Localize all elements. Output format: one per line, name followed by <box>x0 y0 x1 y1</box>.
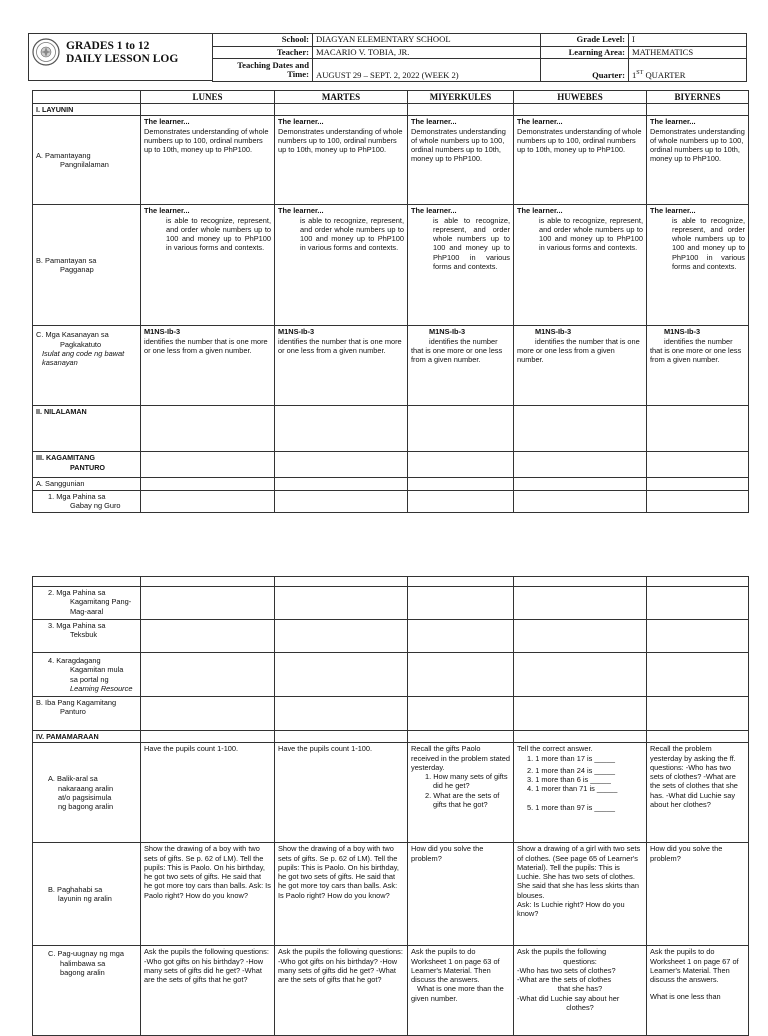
learner-heading: The learner... <box>411 206 457 216</box>
cell-balik-martes: Have the pupils count 1-100. <box>275 743 408 843</box>
row-label-paghahabi <box>33 843 141 946</box>
competency-code: M1NS-Ib-3 <box>429 327 466 337</box>
drill-item-1: 1. 1 more than 17 is _____ <box>527 753 615 763</box>
competency-code: M1NS-Ib-3 <box>664 327 701 337</box>
cell-c-biyernes <box>647 326 749 406</box>
cell-c-huwebes <box>514 326 647 406</box>
day-header-miyerkules: MIYERKULES <box>408 91 514 104</box>
row-label-mga-kasanayan <box>33 326 141 406</box>
row-label-pamantayang-pangnilalaman <box>33 116 141 205</box>
row-label-a-line1: A. Pamantayang <box>36 151 91 160</box>
ask-questions-label: questions: <box>563 956 597 966</box>
performance-standard-text: is able to recognize, represent, and order whole numbers up to 100 and money up to PhP100 in various forms and contexts. <box>672 215 745 272</box>
lesson-log-table-page1 <box>32 90 749 513</box>
quarter-number: 1 <box>632 69 637 80</box>
cell-a-martes <box>275 116 408 205</box>
cell-balik-miyerkules <box>408 743 514 843</box>
competency-text: identifies the number that is one more or one less from a given number. <box>517 336 640 365</box>
cell-c-lunes <box>141 326 275 406</box>
row-label-gabay-ng-guro <box>33 490 141 512</box>
section-layunin: I. LAYUNIN <box>33 104 141 116</box>
worksheet-instruction: Ask the pupils to do Worksheet 1 on page 63 of Learner's Material. Then discuss the answers. <box>411 947 500 985</box>
row-label-kagamitang-pang-mag-aaral <box>33 587 141 620</box>
cell-a-huwebes <box>514 116 647 205</box>
learner-heading: The learner... <box>650 206 696 216</box>
worksheet-question: What is one more than the given number. <box>411 984 504 1003</box>
balik-line1: A. Balik-aral sa <box>48 774 98 784</box>
row-label-pamantayan-sa-pagganap <box>33 205 141 326</box>
competency-code: M1NS-Ib-3 <box>278 327 315 337</box>
cell-balik-biyernes: Recall the problem yesterday by asking the ff. questions: -Who has two sets of clothes? -What are the sets of clothes that she has. -What did Luchie say about her clothes? <box>647 743 749 843</box>
cell-balik-huwebes <box>514 743 647 843</box>
section-pamamaraan: IV. PAMAMARAAN <box>33 731 141 743</box>
teaching-dates-value: AUGUST 29 – SEPT. 2, 2022 (WEEK 2) <box>313 59 541 82</box>
cell-b-lunes <box>141 205 275 326</box>
row-label-pag-uugnay <box>33 946 141 1036</box>
balik-line4: ng bagong aralin <box>58 802 114 812</box>
section-kagamitang-panturo <box>33 452 141 478</box>
cell-paghahabi-biyernes: How did you solve the problem? <box>647 843 749 946</box>
day-header-huwebes: HUWEBES <box>514 91 647 104</box>
pangmag-line3: Mag-aaral <box>70 606 104 616</box>
row-label-teksbuk <box>33 620 141 653</box>
row-label-balik-aral <box>33 743 141 843</box>
teaching-dates-label-line2: Time: <box>287 69 309 79</box>
school-value: DIAGYAN ELEMENTARY SCHOOL <box>313 34 541 47</box>
competency-text: identifies the number that is one more or one less from a given number. <box>278 336 402 355</box>
learner-heading: The learner... <box>650 117 696 127</box>
kagamitan-line1: III. KAGAMITANG <box>36 453 95 463</box>
girl-story: Show a drawing of a girl with two sets of clothes. (See page 65 of Learner's Material). Tell the pupils: This is Luchie. She has two sets of clothes. She said that she has less skirts than blouses. <box>517 844 641 900</box>
cell-paghahabi-martes: Show the drawing of a boy with two sets of gifts. Se p. 62 of LM). Tell the pupils: This is Paolo. On his birthday, he got two sets of gifts. He said that he got more toy cars than balls. Ask: Is Paolo right? How do you know? <box>275 843 408 946</box>
grade-level-value: I <box>629 34 747 47</box>
drill-item-5: 5. 1 more than 97 is _____ <box>527 802 615 812</box>
teksbuk-line2: Teksbuk <box>70 630 98 640</box>
balik-line3: at/o pagsisimula <box>58 792 112 802</box>
teacher-label: Teacher: <box>213 46 313 59</box>
learner-heading: The learner... <box>278 117 324 127</box>
header-info-table <box>212 33 747 82</box>
drill-intro: Tell the correct answer. <box>517 744 593 754</box>
day-header-biyernes: BIYERNES <box>647 91 749 104</box>
performance-standard-text: is able to recognize, represent, and order whole numbers up to 100 and money up to PhP100 in various forms and contexts. <box>166 215 271 253</box>
kagamitan-line2: PANTURO <box>70 462 106 472</box>
performance-standard-text: is able to recognize, represent, and order whole numbers up to 100 and money up to PhP100 in various forms and contexts. <box>433 215 510 272</box>
gabay-line2: Gabay ng Guro <box>70 500 121 510</box>
pangmag-line1: 2. Mga Pahina sa <box>48 588 106 597</box>
recall-intro: Recall the gifts Paolo received in the problem stated yesterday. <box>411 744 511 772</box>
learner-heading: The learner... <box>144 206 190 216</box>
gabay-line1: 1. Mga Pahina sa <box>48 491 106 501</box>
worksheet-question: What is one less than <box>650 992 721 1002</box>
row-label-a-line2: Pangnilalaman <box>60 160 109 170</box>
title-line-1: GRADES 1 to 12 <box>66 40 150 52</box>
competency-text: identifies the number that is one more or one less from a given number. <box>411 336 503 365</box>
row-label-karagdagang-kagamitan <box>33 653 141 697</box>
karag-line1: 4. Karagdagang <box>48 655 101 665</box>
karag-line3: sa portal ng <box>70 674 109 684</box>
competency-text: identifies the number that is one more or one less from a given number. <box>144 336 268 355</box>
row-label-c-line2: Pagkakatuto <box>60 339 102 349</box>
cell-a-miyerkules <box>408 116 514 205</box>
corner-cell <box>33 91 141 104</box>
teacher-value: MACARIO V. TOBIA, JR. <box>313 46 541 59</box>
row-label-sanggunian: A. Sanggunian <box>33 478 141 490</box>
learner-heading: The learner... <box>411 117 457 127</box>
ask-intro: Ask the pupils the following <box>517 947 607 957</box>
standard-text: Demonstrates understanding of whole numbers up to 100, ordinal numbers up to 10th, money up to PhP100. <box>411 126 506 164</box>
cell-paghahabi-lunes: Show the drawing of a boy with two sets of gifts. Se p. 62 of LM). Tell the pupils: This is Paolo. On his birthday, he got two sets of gifts. He said that he got more toy cars than balls. Ask: Is Paolo right? How do you know? <box>141 843 275 946</box>
drill-item-3: 3. 1 more than 6 is _____ <box>527 775 611 785</box>
iba-line1: B. Iba Pang Kagamitang <box>36 698 117 707</box>
recall-question-2: 2. What are the sets of gifts that he got? <box>425 790 500 810</box>
cell-pagugnay-biyernes <box>647 946 749 1036</box>
drill-item-4: 4. 1 morer than 71 is _____ <box>527 784 618 794</box>
paghahabi-line2: layunin ng aralin <box>58 894 112 904</box>
school-label: School: <box>213 34 313 47</box>
cell-b-huwebes <box>514 205 647 326</box>
lesson-log-table-page2 <box>32 576 749 1036</box>
day-header-lunes: LUNES <box>141 91 275 104</box>
worksheet-instruction: Ask the pupils to do Worksheet 1 on page 67 of Learner's Material. Then discuss the answers. <box>650 947 739 985</box>
cell-c-miyerkules <box>408 326 514 406</box>
cell-pagugnay-miyerkules <box>408 946 514 1036</box>
cell-b-martes <box>275 205 408 326</box>
teaching-dates-label <box>213 59 313 82</box>
row-label-c-note: Isulat ang code ng bawat kasanayan <box>42 348 125 368</box>
ask-question-1: -Who has two sets of clothes? <box>517 965 616 975</box>
karag-line4: Learning Resource <box>70 683 133 693</box>
drill-item-2: 2. 1 more than 24 is _____ <box>527 765 615 775</box>
karag-line2: Kagamitan mula <box>70 665 124 675</box>
cell-c-martes <box>275 326 408 406</box>
teaching-dates-label-line1: Teaching Dates and <box>237 59 309 70</box>
title-box <box>28 33 213 81</box>
cell-paghahabi-huwebes <box>514 843 647 946</box>
standard-text: Demonstrates understanding of whole numbers up to 100, ordinal numbers up to 10th, money up to PhP100. <box>517 126 642 155</box>
row-label-c-line1: C. Mga Kasanayan sa <box>36 330 109 340</box>
day-header-martes: MARTES <box>275 91 408 104</box>
cell-a-lunes <box>141 116 275 205</box>
cell-b-biyernes <box>647 205 749 326</box>
learner-heading: The learner... <box>517 117 563 127</box>
standard-text: Demonstrates understanding of whole numbers up to 100, ordinal numbers up to 10th, money up to PhP100. <box>144 126 269 155</box>
teksbuk-line1: 3. Mga Pahina sa <box>48 621 106 630</box>
ask-question-3: -What did Luchie say about her <box>517 993 620 1003</box>
learner-heading: The learner... <box>278 206 324 216</box>
pagugnay-line3: bagong aralin <box>60 967 105 977</box>
cell-b-miyerkules <box>408 205 514 326</box>
row-label-iba-pang-kagamitang <box>33 697 141 731</box>
section-nilalaman: II. NILALAMAN <box>33 406 141 452</box>
ask-question-3b: clothes? <box>566 1003 594 1013</box>
learner-heading: The learner... <box>517 206 563 216</box>
performance-standard-text: is able to recognize, represent, and order whole numbers up to 100 and money up to PhP100 in various forms and contexts. <box>539 215 643 253</box>
pagugnay-line2: halimbawa sa <box>60 958 106 968</box>
competency-code: M1NS-Ib-3 <box>535 327 572 337</box>
row-label-b-line2: Pagganap <box>60 265 94 275</box>
iba-line2: Panturo <box>60 707 86 717</box>
ask-question-2b: that she has? <box>557 984 603 994</box>
cell-pagugnay-huwebes <box>514 946 647 1036</box>
girl-story-ask: Ask: Is Luchie right? How do you know? <box>517 900 625 919</box>
cell-a-biyernes <box>647 116 749 205</box>
learning-area-value: MATHEMATICS <box>629 46 747 59</box>
cell-balik-lunes: Have the pupils count 1-100. <box>141 743 275 843</box>
competency-code: M1NS-Ib-3 <box>144 327 181 337</box>
cell-pagugnay-lunes: Ask the pupils the following questions: -Who got gifts on his birthday? -How many sets of gifts did he get? -What are the sets of gifts that he got? <box>141 946 275 1036</box>
performance-standard-text: is able to recognize, represent, and order whole numbers up to 100 and money up to PhP100 in various forms and contexts. <box>300 215 404 253</box>
pangmag-line2: Kagamitang Pang- <box>70 597 132 607</box>
grade-level-label: Grade Level: <box>541 34 629 47</box>
learner-heading: The learner... <box>144 117 190 127</box>
learning-area-label: Learning Area: <box>541 46 629 59</box>
paghahabi-line1: B. Paghahabi sa <box>48 885 103 894</box>
quarter-word: QUARTER <box>645 69 686 80</box>
ask-question-2: -What are the sets of clothes <box>517 975 612 985</box>
balik-line2: nakaraang aralin <box>58 783 114 793</box>
cell-pagugnay-martes: Ask the pupils the following questions: -Who got gifts on his birthday? -How many sets of gifts did he get? -What are the sets of gifts that he got? <box>275 946 408 1036</box>
standard-text: Demonstrates understanding of whole numbers up to 100, ordinal numbers up to 10th, money up to PhP100. <box>650 126 745 164</box>
standard-text: Demonstrates understanding of whole numbers up to 100, ordinal numbers up to 10th, money up to PhP100. <box>278 126 403 155</box>
pagugnay-line1: C. Pag-uugnay ng mga <box>48 949 125 959</box>
competency-text: identifies the number that is one more or one less from a given number. <box>650 336 742 365</box>
quarter-label: Quarter: <box>541 59 629 82</box>
recall-question-1: 1. How many sets of gifts did he get? <box>425 772 508 791</box>
cell-paghahabi-miyerkules: How did you solve the problem? <box>408 843 514 946</box>
quarter-ordinal: ST <box>636 69 644 76</box>
quarter-value <box>629 59 747 82</box>
title-line-2: DAILY LESSON LOG <box>66 53 179 65</box>
row-label-b-line1: B. Pamantayan sa <box>36 256 97 265</box>
